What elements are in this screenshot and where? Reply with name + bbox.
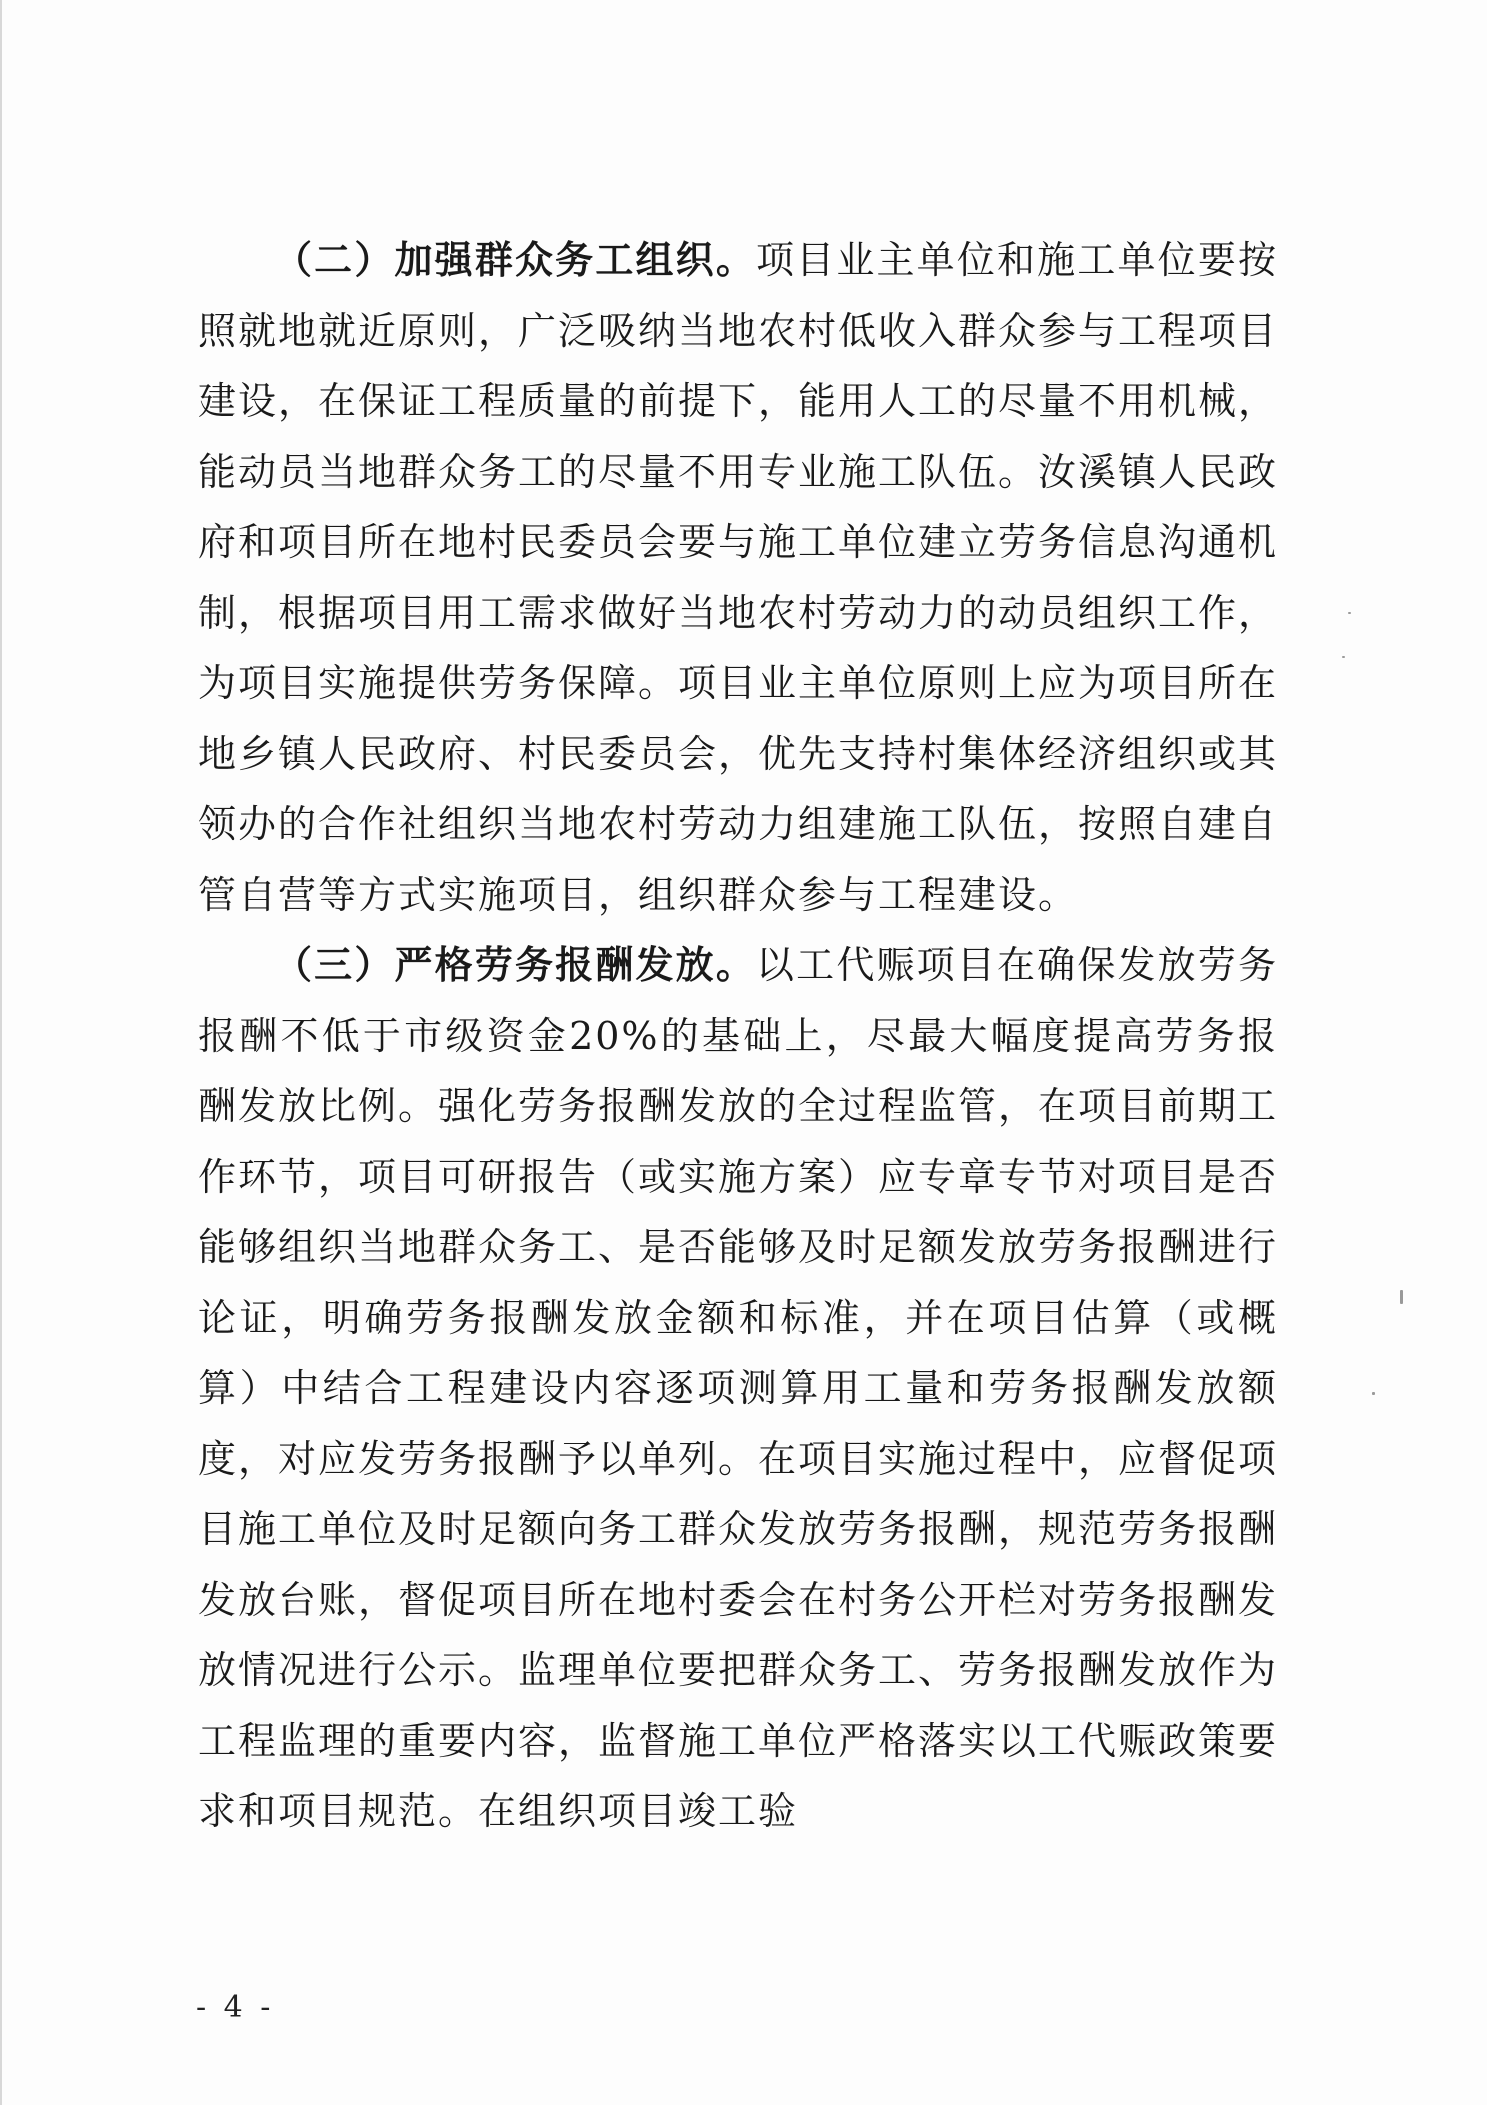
paragraph-text: 以工代赈项目在确保发放劳务报酬不低于市级资金20%的基础上，尽最大幅度提高劳务报酬发放比例。强化劳务报酬发放的全过程监管，在项目前期工作环节，项目可研报告（或实施方案）应专章专节对项目是否能够组织当地群众务工、是否能够及时足额发放劳务报酬进行论证，明确劳务报酬发放金额和标准，并在项目估算（或概算）中结合工程建设内容逐项测算用工量和劳务报酬发放额度，对应发劳务报酬予以单列。在项目实施过程中，应督促项目施工单位及时足额向务工群众发放劳务报酬，规范劳务报酬发放台账，督促项目所在地村委会在村务公开栏对劳务报酬发放情况进行公示。监理单位要把群众务工、劳务报酬发放作为工程监理的重要内容，监督施工单位严格落实以工代赈政策要求和项目规范。在组织项目竣工验: [198, 943, 1279, 1833]
paragraph-text: 项目业主单位和施工单位要按照就地就近原则，广泛吸纳当地农村低收入群众参与工程项目建设，在保证工程质量的前提下，能用人工的尽量不用机械，能动员当地群众务工的尽量不用专业施工队伍。汝溪镇人民政府和项目所在地村民委员会要与施工单位建立劳务信息沟通机制，根据项目用工需求做好当地农村劳动力的动员组织工作，为项目实施提供劳务保障。项目业主单位原则上应为项目所在地乡镇人民政府、村民委员会，优先支持村集体经济组织或其领办的合作社组织当地农村劳动力组建施工队伍，按照自建自管自营等方式实施项目，组织群众参与工程建设。: [198, 238, 1279, 917]
page-number: - 4 -: [196, 1990, 275, 2025]
scan-speck: [1400, 1290, 1403, 1304]
paragraph-labor-organization: [198, 225, 1278, 930]
paragraph-heading: （二）加强群众务工组织。: [274, 237, 756, 282]
document-body: [198, 225, 1278, 1847]
scan-speck: [1372, 1392, 1375, 1395]
scan-speck: [1348, 612, 1351, 614]
scan-edge: [0, 0, 2, 2105]
scan-speck: [1342, 656, 1345, 658]
paragraph-heading: （三）严格劳务报酬发放。: [274, 942, 756, 987]
paragraph-labor-payment: [198, 930, 1278, 1847]
